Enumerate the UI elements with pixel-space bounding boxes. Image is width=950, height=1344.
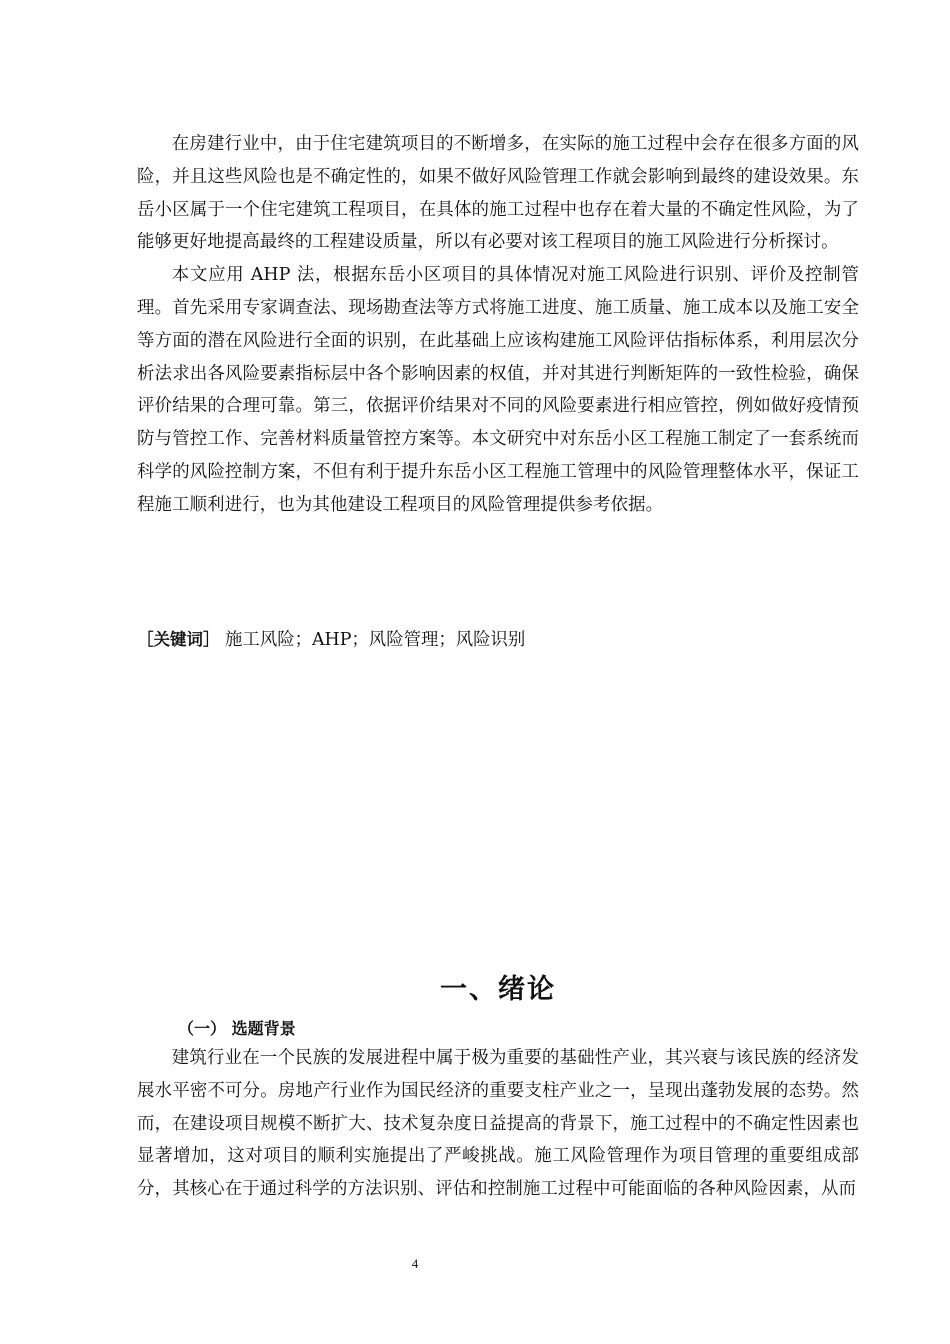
intro-paragraph: 建筑行业在一个民族的发展进程中属于极为重要的基础性产业，其兴衰与该民族的经济发展水平密不可分。房地产行业作为国民经济的重要支柱产业之一，呈现出蓬勃发展的态势。然而，在建设项目规模不断扩大、技术复杂度日益提高的背景下，施工过程中的不确定性因素也显著增加，这对项目的顺利实施提出了严峻挑战。施工风险管理作为项目管理的重要组成部分，其核心在于通过科学的方法识别、评估和控制施工过程中可能面临的各种风险因素，从而 <box>137 1048 859 1200</box>
keywords-line <box>137 624 859 656</box>
intro-section <box>137 1042 859 1206</box>
page-number: 4 <box>411 1256 419 1271</box>
abstract-section <box>137 128 859 522</box>
abstract-paragraph-1: 在房建行业中，由于住宅建筑项目的不断增多，在实际的施工过程中会存在很多方面的风险，并且这些风险也是不确定性的，如果不做好风险管理工作就会影响到最终的建设效果。东岳小区属于一个住宅建筑工程项目，在具体的施工过程中也存在着大量的不确定性风险，为了能够更好地提高最终的工程建设质量，所以有必要对该工程项目的施工风险进行分析探讨。 <box>137 134 859 253</box>
section-title: （一） 选题背景 <box>178 1019 296 1038</box>
chapter-title: 一、绪论 <box>440 974 556 1005</box>
abstract-paragraph-2: 本文应用 AHP 法，根据东岳小区项目的具体情况对施工风险进行识别、评价及控制管理。首先采用专家调查法、现场勘查法等方式将施工进度、施工质量、施工成本以及施工安全等方面的潜在风险进行全面的识别，在此基础上应该构建施工风险评估指标体系，利用层次分析法求出各风险要素指标层中各个影响因素的权值，并对其进行判断矩阵的一致性检验，确保评价结果的合理可靠。第三，依据评价结果对不同的风险要素进行相应管控，例如做好疫情预防与管控工作、完善材料质量管控方案等。本文研究中对东岳小区工程施工制定了一套系统而科学的风险控制方案，不但有利于提升东岳小区工程施工管理中的风险管理整体水平，保证工程施工顺利进行，也为其他建设工程项目的风险管理提供参考依据。 <box>137 265 859 515</box>
keywords-text: 施工风险；AHP；风险管理；风险识别 <box>225 630 526 650</box>
keywords-label: ［关键词］ <box>137 630 220 649</box>
